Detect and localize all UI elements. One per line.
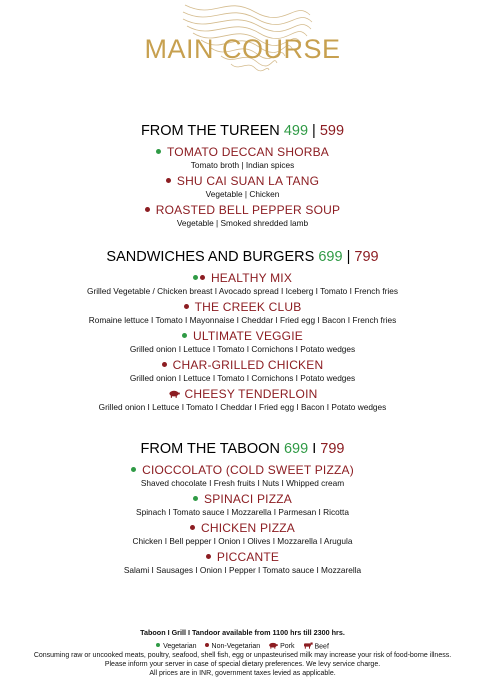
item-description: Grilled onion I Lettuce I Tomato I Cornichons I Potato wedges bbox=[129, 344, 356, 354]
item-name: PICCANTE bbox=[216, 550, 280, 564]
nonveg-price: 599 bbox=[319, 123, 345, 139]
legend-beef: Beef bbox=[314, 643, 329, 651]
item-description: Vegetable | Smoked shredded lamb bbox=[176, 218, 309, 228]
item-name: ROASTED BELL PEPPER SOUP bbox=[155, 203, 341, 217]
legend bbox=[0, 643, 485, 652]
menu-item bbox=[0, 203, 485, 229]
item-name: THE CREEK CLUB bbox=[194, 300, 302, 314]
menu-item bbox=[0, 329, 485, 355]
menu-item bbox=[0, 174, 485, 200]
vegetarian-dot-icon bbox=[156, 149, 161, 154]
menu-item bbox=[0, 463, 485, 489]
item-description: Romaine lettuce I Tomato I Mayonnaise I Cheddar I Fried egg I Bacon I French fries bbox=[88, 315, 397, 325]
non-vegetarian-dot-icon bbox=[200, 275, 205, 280]
vegetarian-dot-icon bbox=[182, 333, 187, 338]
menu-item bbox=[0, 300, 485, 326]
section-heading: FROM THE TUREEN 499 | 599 bbox=[140, 123, 345, 139]
item-name: CHEESY TENDERLOIN bbox=[184, 387, 318, 401]
item-name: SHU CAI SUAN LA TANG bbox=[176, 174, 320, 188]
item-description: Grilled onion I Lettuce I Tomato I Cornichons I Potato wedges bbox=[129, 373, 356, 383]
vegetarian-dot-icon bbox=[193, 275, 198, 280]
item-description: Chicken I Bell pepper I Onion I Olives I Mozzarella I Arugula bbox=[132, 536, 353, 546]
item-name: CHICKEN PIZZA bbox=[201, 521, 295, 535]
section-heading: FROM THE TABOON 699 I 799 bbox=[140, 441, 345, 457]
section-from-the-tureen bbox=[0, 123, 485, 231]
item-description: Grilled Vegetable / Chicken breast I Avocado spread I Iceberg I Tomato I French fries bbox=[87, 286, 398, 296]
item-name: CIOCCOLATO (COLD SWEET PIZZA) bbox=[142, 463, 354, 477]
legend-nonveg: Non-Vegetarian bbox=[211, 643, 261, 651]
non-vegetarian-dot-icon bbox=[206, 554, 211, 559]
item-description: Shaved chocolate I Fresh fruits I Nuts I Whipped cream bbox=[140, 478, 345, 488]
section-title: SANDWICHES AND BURGERS bbox=[106, 249, 315, 265]
nonveg-price: 799 bbox=[320, 441, 345, 457]
pork-icon bbox=[268, 642, 278, 649]
footer-note: Consuming raw or uncooked meats, poultry, seafood, shell fish, egg or unpasteurised milk may increase your risk of food-borne illness. bbox=[33, 651, 452, 659]
veg-price: 499 bbox=[283, 123, 309, 139]
non-vegetarian-dot-icon bbox=[205, 643, 209, 647]
item-description: Tomato broth | Indian spices bbox=[190, 160, 295, 170]
item-description: Grilled onion I Lettuce I Tomato I Cheddar I Fried egg I Bacon I Potato wedges bbox=[98, 402, 387, 412]
page-title: MAIN COURSE bbox=[144, 34, 341, 64]
item-description: Spinach I Tomato sauce I Mozzarella I Parmesan I Ricotta bbox=[136, 507, 349, 517]
beef-icon bbox=[303, 642, 313, 649]
legend-pork: Pork bbox=[280, 643, 295, 651]
nonveg-price: 799 bbox=[354, 249, 379, 265]
menu-item bbox=[0, 145, 485, 171]
vegetarian-dot-icon bbox=[131, 467, 136, 472]
item-description: Salami I Sausages I Onion I Pepper I Tomato sauce I Mozzarella bbox=[123, 565, 362, 575]
veg-price: 699 bbox=[283, 441, 309, 457]
item-name: HEALTHY MIX bbox=[210, 271, 293, 285]
item-name: CHAR-GRILLED CHICKEN bbox=[172, 358, 324, 372]
menu-item bbox=[0, 492, 485, 518]
item-name: TOMATO DECCAN SHORBA bbox=[166, 145, 330, 159]
menu-item bbox=[0, 521, 485, 547]
veg-price: 699 bbox=[318, 249, 343, 265]
section-title: FROM THE TUREEN bbox=[140, 123, 280, 139]
item-description: Vegetable | Chicken bbox=[205, 189, 280, 199]
non-vegetarian-dot-icon bbox=[184, 304, 189, 309]
menu-item bbox=[0, 387, 485, 413]
section-heading: SANDWICHES AND BURGERS 699 | 799 bbox=[106, 249, 379, 265]
section-from-the-taboon bbox=[0, 441, 485, 578]
availability-note: Taboon I Grill I Tandoor available from 1100 hrs till 2300 hrs. bbox=[140, 628, 345, 637]
non-vegetarian-dot-icon bbox=[190, 525, 195, 530]
non-vegetarian-dot-icon bbox=[145, 207, 150, 212]
item-name: SPINACI PIZZA bbox=[204, 492, 292, 506]
menu-item bbox=[0, 271, 485, 297]
legend-veg: Vegetarian bbox=[163, 643, 197, 651]
non-vegetarian-dot-icon bbox=[162, 362, 167, 367]
section-sandwiches-and-burgers bbox=[0, 249, 485, 415]
non-vegetarian-dot-icon bbox=[166, 178, 171, 183]
vegetarian-dot-icon bbox=[156, 643, 160, 647]
footer bbox=[0, 629, 485, 678]
footer-note: All prices are in INR, government taxes levied as applicable. bbox=[149, 669, 336, 677]
vegetarian-dot-icon bbox=[193, 496, 198, 501]
item-name: ULTIMATE VEGGIE bbox=[193, 329, 303, 343]
footer-note: Please inform your server in case of special dietary preferences. We levy service charge. bbox=[104, 660, 381, 668]
pork-icon bbox=[168, 390, 180, 398]
section-title: FROM THE TABOON bbox=[140, 441, 280, 457]
menu-item bbox=[0, 358, 485, 384]
menu-item bbox=[0, 550, 485, 576]
